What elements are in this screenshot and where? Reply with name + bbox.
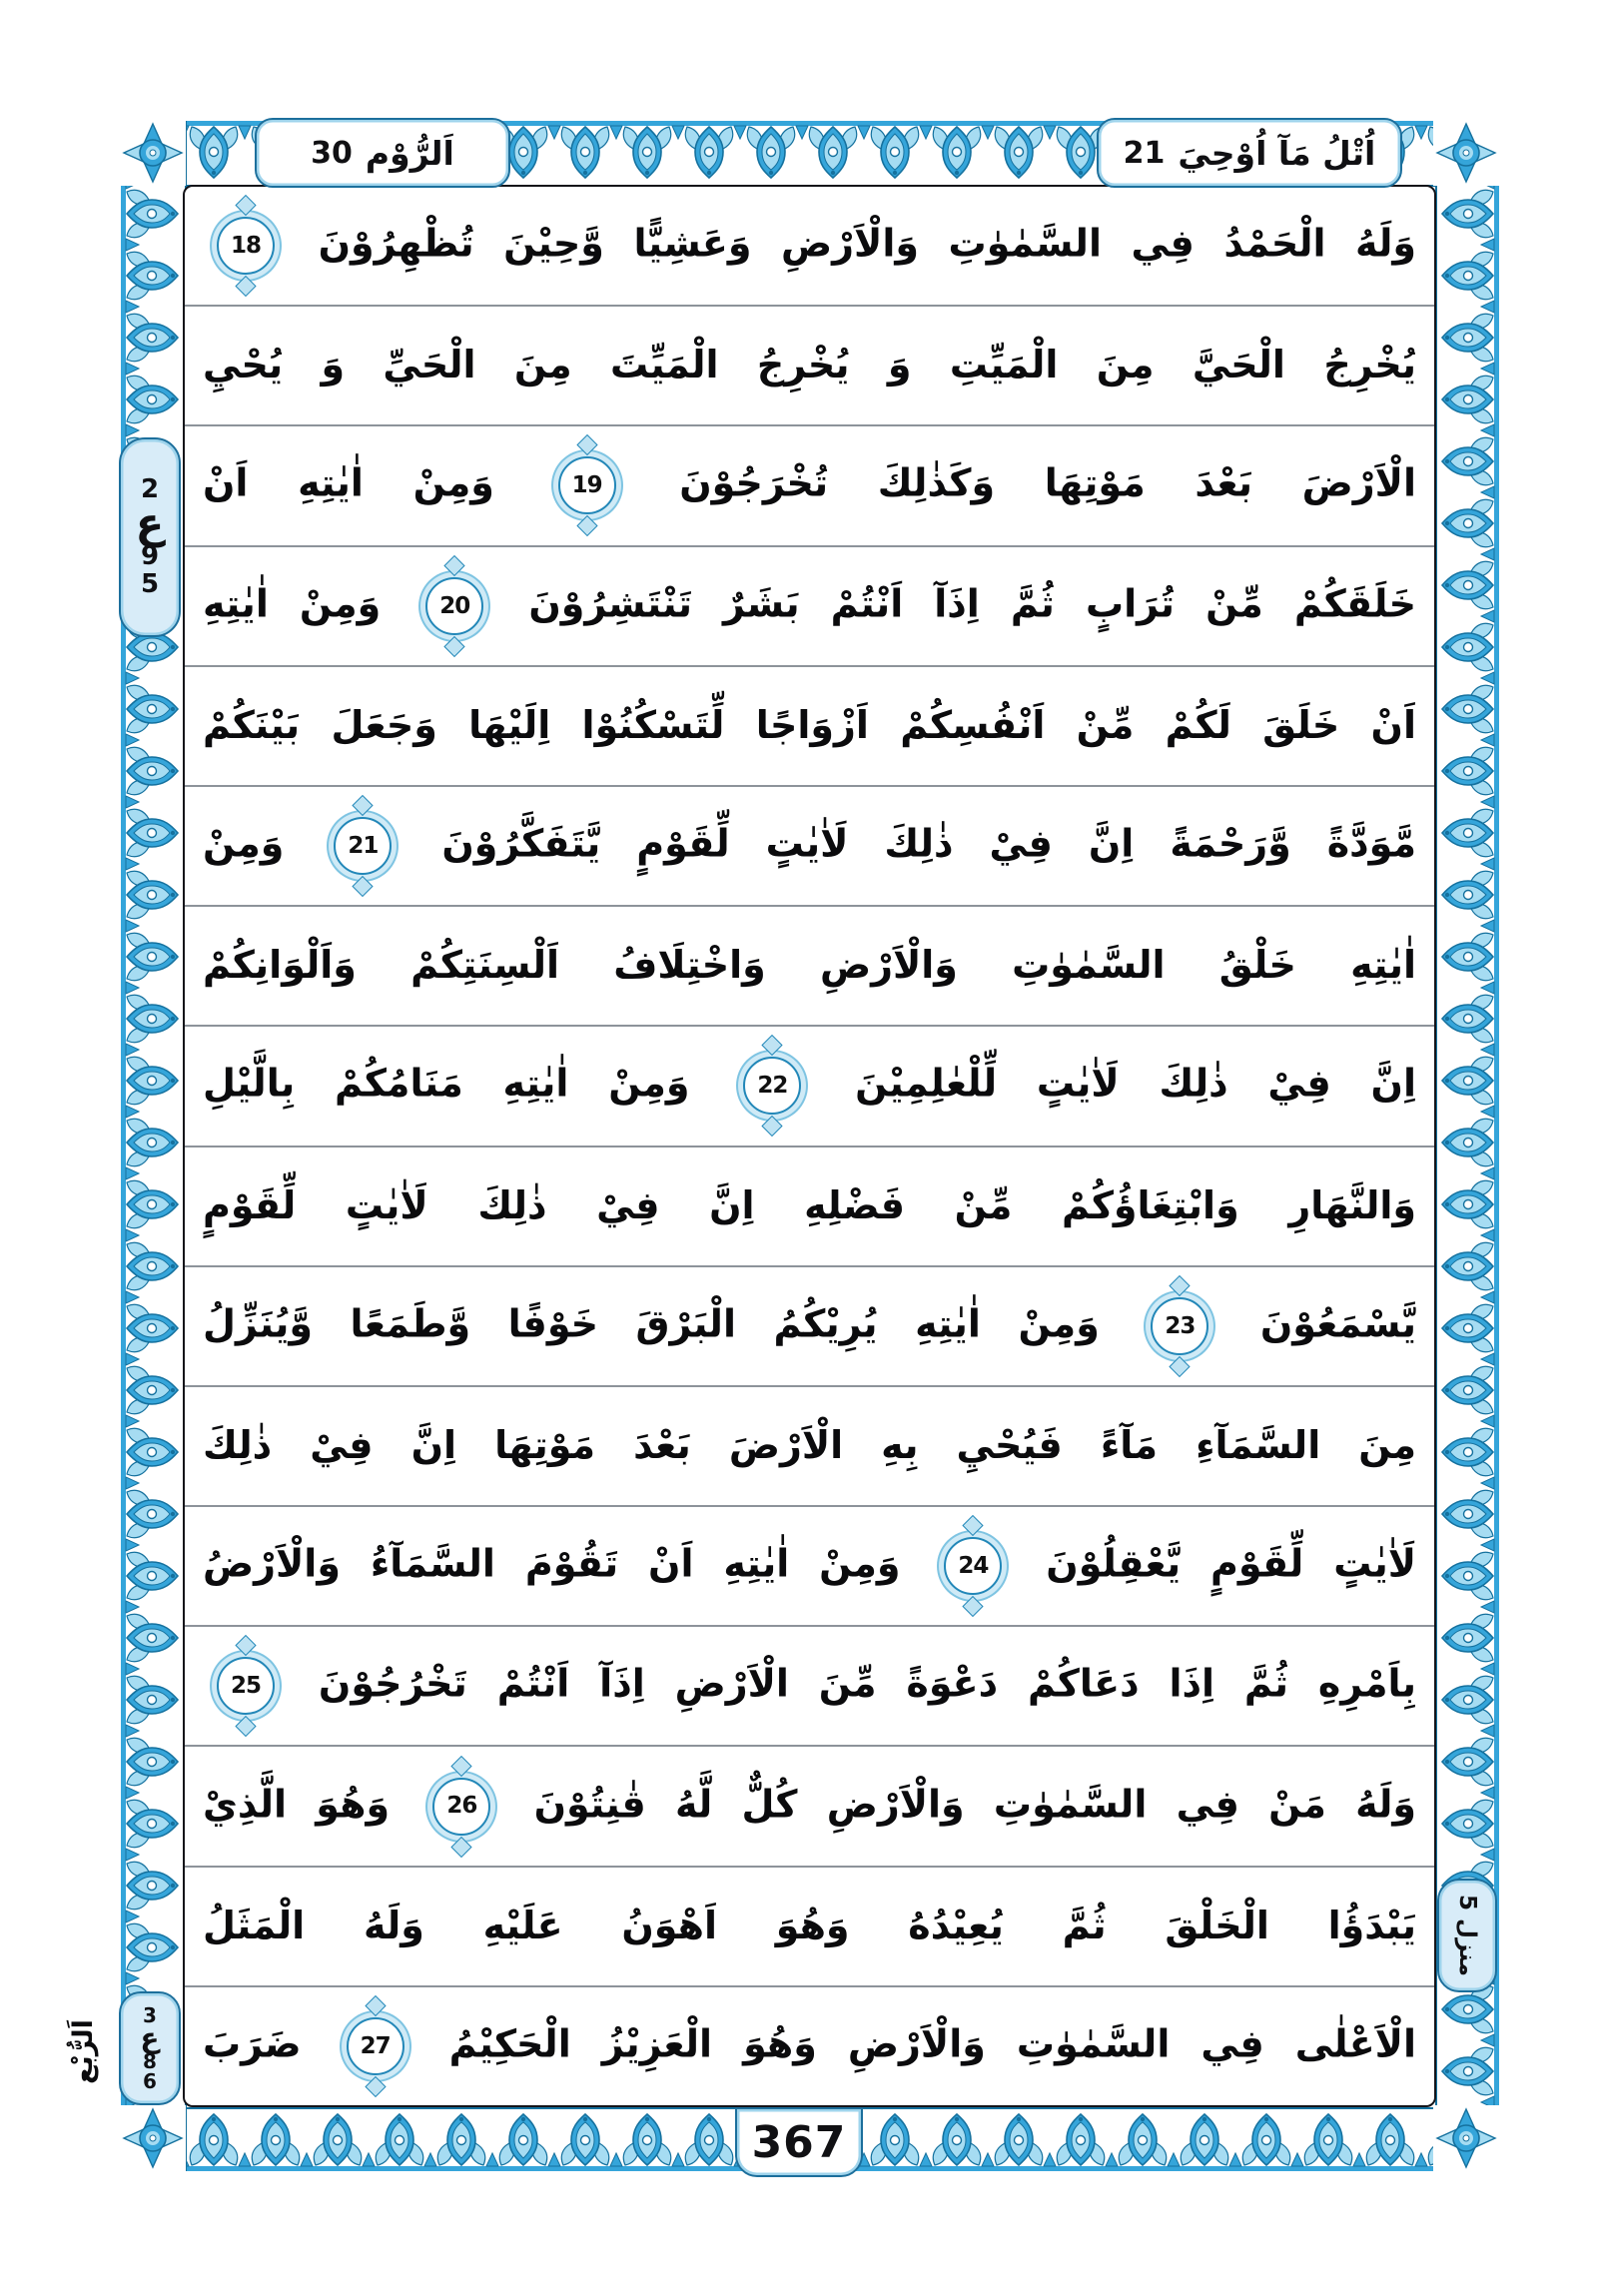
ayah-segment: يَّسْمَعُوْنَ (1259, 1301, 1416, 1346)
border-motif-icon (121, 245, 183, 307)
ruku-marker-tab (119, 437, 181, 637)
quran-line (185, 187, 1434, 307)
ayah-text (185, 1657, 1434, 1715)
border-motif-icon (121, 1359, 183, 1421)
corner-rosette-icon (120, 120, 186, 186)
border-motif-icon (1437, 616, 1499, 678)
border-motif-icon (121, 1545, 183, 1607)
juz-number: 21 (1123, 135, 1166, 171)
border-motif-icon (183, 121, 245, 183)
juz-name-tab (1097, 118, 1402, 188)
verse-number: 25 (231, 1673, 262, 1700)
ayah-segment: اِنَّ فِيْ ذٰلِكَ لَاٰيٰتٍ لِّلْعٰلِمِيْنَ (855, 1061, 1416, 1106)
verse-number-medallion (944, 1537, 1002, 1595)
ayah-segment: الْاَعْلٰى فِي السَّمٰوٰتِ وَالْاَرْضِ وَهُوَ الْعَزِيْزُ الْحَكِيْمُ (448, 2021, 1416, 2066)
border-motif-icon (1437, 307, 1499, 369)
ornamental-border-left (121, 121, 187, 2171)
verse-number-medallion (558, 456, 616, 514)
ayah-segment: وَالنَّهَارِ وَابْتِغَاؤُكُمْ مِّنْ فَضْلِهِ اِنَّ فِيْ ذٰلِكَ لَاٰيٰتٍ لِّقَوْمٍ (203, 1182, 1416, 1227)
ornamental-border-right (1435, 121, 1501, 2171)
ayah-text (185, 1057, 1434, 1115)
manzil-label: منزل 5 (1454, 1895, 1481, 1976)
ayah-text (185, 1537, 1434, 1595)
border-motif-icon (1437, 1669, 1499, 1731)
quran-line (185, 1507, 1434, 1627)
border-motif-icon (492, 2109, 554, 2171)
quran-line (185, 1747, 1434, 1867)
border-motif-icon (926, 2109, 988, 2171)
border-motif-icon (1437, 1731, 1499, 1793)
ayah-text (185, 577, 1434, 635)
border-motif-icon (1437, 802, 1499, 864)
border-motif-icon (121, 1793, 183, 1855)
ayah-text (185, 456, 1434, 514)
border-motif-icon (121, 1112, 183, 1173)
border-motif-icon (1437, 369, 1499, 430)
ayah-segment: وَمِنْ (203, 821, 285, 866)
quran-line (185, 667, 1434, 787)
quran-line (185, 1148, 1434, 1267)
page-number: 367 (751, 2116, 847, 2168)
border-motif-icon (121, 1607, 183, 1669)
border-motif-icon (740, 121, 802, 183)
border-motif-icon (307, 2109, 369, 2171)
border-motif-icon (121, 1173, 183, 1235)
juz-name: اُتْلُ مَآ اُوْحِيَ (1178, 133, 1376, 173)
border-motif-icon (1437, 245, 1499, 307)
ayah-segment: وَلَهُ الْحَمْدُ فِي السَّمٰوٰتِ وَالْاَرْضِ وَعَشِيًّا وَّحِيْنَ تُظْهِرُوْنَ (318, 221, 1416, 266)
ayah-segment: وَمِنْ اٰيٰتِهِ يُرِيْكُمُ الْبَرْقَ خَوْفًا وَّطَمَعًا وَّيُنَزِّلُ (203, 1301, 1100, 1346)
verse-number-medallion (1151, 1297, 1208, 1355)
quran-line (185, 1868, 1434, 1987)
quran-line (185, 547, 1434, 667)
border-motif-icon (1297, 2109, 1359, 2171)
border-motif-icon (988, 121, 1050, 183)
border-motif-icon (616, 121, 678, 183)
border-motif-icon (121, 926, 183, 988)
ayah-segment: خَلَقَكُمْ مِّنْ تُرَابٍ ثُمَّ اِذَآ اَنْتُمْ بَشَرٌ تَنْتَشِرُوْنَ (528, 581, 1417, 626)
quran-line (185, 307, 1434, 426)
surah-name-tab (255, 118, 510, 188)
verse-number: 20 (439, 592, 470, 619)
border-motif-icon (1437, 678, 1499, 740)
border-motif-icon (430, 2109, 492, 2171)
ayah-text (185, 1778, 1434, 1836)
ayah-segment: يُخْرِجُ الْحَيَّ مِنَ الْمَيِّتِ وَ يُخْرِجُ الْمَيِّتَ مِنَ الْحَيِّ وَ يُحْيِ (203, 343, 1416, 387)
border-motif-icon (1437, 1607, 1499, 1669)
ayah-segment: وَمِنْ اٰيٰتِهِ اَنْ (203, 460, 494, 505)
ayah-segment: وَهُوَ الَّذِيْ (203, 1782, 391, 1827)
border-motif-icon (926, 121, 988, 183)
border-motif-icon (1437, 1112, 1499, 1173)
ayah-segment: وَلَهُ مَنْ فِي السَّمٰوٰتِ وَالْاَرْضِ كُلٌّ لَّهُ قٰنِتُوْنَ (533, 1782, 1417, 1827)
border-motif-icon (183, 2109, 245, 2171)
border-motif-icon (121, 1731, 183, 1793)
ruku-marker-tab (119, 1991, 181, 2105)
quran-line (185, 1027, 1434, 1147)
verse-number-medallion (217, 217, 275, 275)
ruku-count: 8 (143, 2048, 157, 2073)
ayah-segment: لَاٰيٰتٍ لِّقَوْمٍ يَّعْقِلُوْنَ (1046, 1541, 1417, 1586)
border-motif-icon (1437, 1421, 1499, 1483)
border-motif-icon (1437, 926, 1499, 988)
ayah-text (185, 1182, 1434, 1227)
corner-rosette-icon (1433, 120, 1499, 186)
ayah-text (185, 2017, 1434, 2075)
border-motif-icon (616, 2109, 678, 2171)
border-motif-icon (1050, 2109, 1112, 2171)
border-motif-icon (1437, 183, 1499, 245)
ain-ruku-icon: ع (140, 2021, 160, 2055)
ayah-segment: وَمِنْ اٰيٰتِهِ (203, 581, 382, 626)
border-motif-icon (121, 1916, 183, 1978)
border-motif-icon (121, 740, 183, 802)
verse-number: 18 (231, 233, 262, 260)
border-motif-icon (1437, 2040, 1499, 2102)
quran-line (185, 787, 1434, 907)
quran-line (185, 426, 1434, 546)
border-motif-icon (678, 121, 740, 183)
verse-number-medallion (743, 1057, 801, 1115)
border-motif-icon (1437, 740, 1499, 802)
border-motif-icon (121, 369, 183, 430)
border-motif-icon (1112, 2109, 1174, 2171)
border-motif-icon (1437, 988, 1499, 1050)
border-motif-icon (121, 1421, 183, 1483)
border-motif-icon (678, 2109, 740, 2171)
border-motif-icon (554, 2109, 616, 2171)
ayah-segment: بِاَمْرِهِ ثُمَّ اِذَا دَعَاكُمْ دَعْوَةً مِّنَ الْاَرْضِ اِذَآ اَنْتُمْ تَخْرُجُوْنَ (318, 1661, 1417, 1706)
ayah-text (185, 702, 1434, 747)
border-motif-icon (121, 864, 183, 926)
ruku-count: 3 (143, 2003, 157, 2028)
border-motif-icon (245, 2109, 307, 2171)
verse-number: 26 (446, 1793, 477, 1820)
ayah-text (185, 217, 1434, 275)
border-motif-icon (1437, 492, 1499, 554)
border-motif-icon (1437, 1359, 1499, 1421)
ayah-segment: اٰيٰتِهِ خَلْقُ السَّمٰوٰتِ وَالْاَرْضِ وَاخْتِلَافُ اَلْسِنَتِكُمْ وَاَلْوَانِكُمْ (203, 943, 1416, 988)
surah-number: 30 (311, 135, 353, 171)
page-number-tab (735, 2107, 863, 2177)
ayah-segment: وَمِنْ اٰيٰتِهِ اَنْ تَقُوْمَ السَّمَآءُ وَالْاَرْضُ (203, 1541, 901, 1586)
quran-line (185, 1387, 1434, 1507)
ayah-segment: ضَرَبَ (203, 2021, 302, 2066)
border-motif-icon (1437, 1793, 1499, 1855)
border-motif-icon (1359, 2109, 1421, 2171)
quran-line (185, 1987, 1434, 2105)
ayah-segment: اَنْ خَلَقَ لَكُمْ مِّنْ اَنْفُسِكُمْ اَزْوَاجًا لِّتَسْكُنُوْا اِلَيْهَا وَجَعَلَ بَيْنَكُمْ (203, 702, 1416, 747)
border-motif-icon (1235, 2109, 1297, 2171)
border-motif-icon (121, 1669, 183, 1731)
verse-number-medallion (425, 577, 483, 635)
border-motif-icon (121, 1297, 183, 1359)
quran-line (185, 1267, 1434, 1387)
border-motif-icon (121, 1235, 183, 1297)
ayah-segment: مَّوَدَّةً وَّرَحْمَةً اِنَّ فِيْ ذٰلِكَ لَاٰيٰتٍ لِّقَوْمٍ يَّتَفَكَّرُوْنَ (441, 821, 1417, 866)
ayah-segment: يَبْدَؤُا الْخَلْقَ ثُمَّ يُعِيْدُهُ وَهُوَ اَهْوَنُ عَلَيْهِ وَلَهُ الْمَثَلُ (203, 1903, 1416, 1947)
verse-number: 22 (757, 1073, 788, 1100)
ruku-count: 5 (140, 568, 160, 599)
ayah-text (185, 1423, 1434, 1468)
ayah-text (185, 943, 1434, 988)
ayah-segment: مِنَ السَّمَآءِ مَآءً فَيُحْيِ بِهِ الْاَرْضَ بَعْدَ مَوْتِهَا اِنَّ فِيْ ذٰلِكَ (203, 1423, 1416, 1468)
border-motif-icon (121, 307, 183, 369)
ain-ruku-icon: ع (135, 498, 165, 548)
quran-line (185, 907, 1434, 1027)
verse-number: 19 (571, 472, 602, 499)
ayah-text (185, 343, 1434, 387)
border-motif-icon (121, 1483, 183, 1545)
verse-number: 24 (958, 1553, 989, 1580)
verse-number-medallion (347, 2017, 404, 2075)
border-motif-icon (864, 2109, 926, 2171)
ruku-count: 6 (143, 2068, 157, 2093)
ayah-segment: وَمِنْ اٰيٰتِهِ مَنَامُكُمْ بِالَّيْلِ (203, 1061, 690, 1106)
surah-name: اَلرُّوْم (365, 133, 454, 173)
border-motif-icon (121, 678, 183, 740)
ayah-text (185, 1297, 1434, 1355)
border-motif-icon (121, 1855, 183, 1916)
verse-number-medallion (432, 1778, 490, 1836)
border-motif-icon (802, 121, 864, 183)
border-motif-icon (121, 988, 183, 1050)
border-motif-icon (121, 183, 183, 245)
border-motif-icon (1437, 430, 1499, 492)
ayah-text (185, 1903, 1434, 1947)
border-motif-icon (1437, 1050, 1499, 1112)
border-motif-icon (1437, 1545, 1499, 1607)
verse-number-medallion (217, 1657, 275, 1715)
corner-rosette-icon (120, 2105, 186, 2171)
border-motif-icon (554, 121, 616, 183)
manzil-marker-tab (1437, 1879, 1497, 1992)
ayah-segment: الْاَرْضَ بَعْدَ مَوْتِهَا وَكَذٰلِكَ تُخْرَجُوْنَ (679, 460, 1416, 505)
ruku-count: 2 (140, 474, 160, 505)
border-motif-icon (369, 2109, 430, 2171)
border-motif-icon (1437, 1235, 1499, 1297)
border-motif-icon (121, 802, 183, 864)
verse-number: 21 (348, 832, 379, 859)
corner-rosette-icon (1433, 2105, 1499, 2171)
verse-number-medallion (334, 817, 392, 875)
border-motif-icon (1437, 1483, 1499, 1545)
border-motif-icon (988, 2109, 1050, 2171)
border-motif-icon (1174, 2109, 1235, 2171)
quran-line (185, 1627, 1434, 1747)
border-motif-icon (1437, 554, 1499, 616)
quarter-margin-note: اَلرُّبْع (67, 2018, 99, 2084)
border-motif-icon (121, 1050, 183, 1112)
quran-text-block (183, 185, 1436, 2107)
verse-number: 27 (360, 2032, 391, 2059)
ruku-count: 9 (140, 541, 160, 572)
border-motif-icon (864, 121, 926, 183)
border-motif-icon (1437, 1173, 1499, 1235)
ayah-text (185, 817, 1434, 875)
border-motif-icon (1437, 1297, 1499, 1359)
verse-number: 23 (1165, 1312, 1196, 1339)
border-motif-icon (1437, 864, 1499, 926)
